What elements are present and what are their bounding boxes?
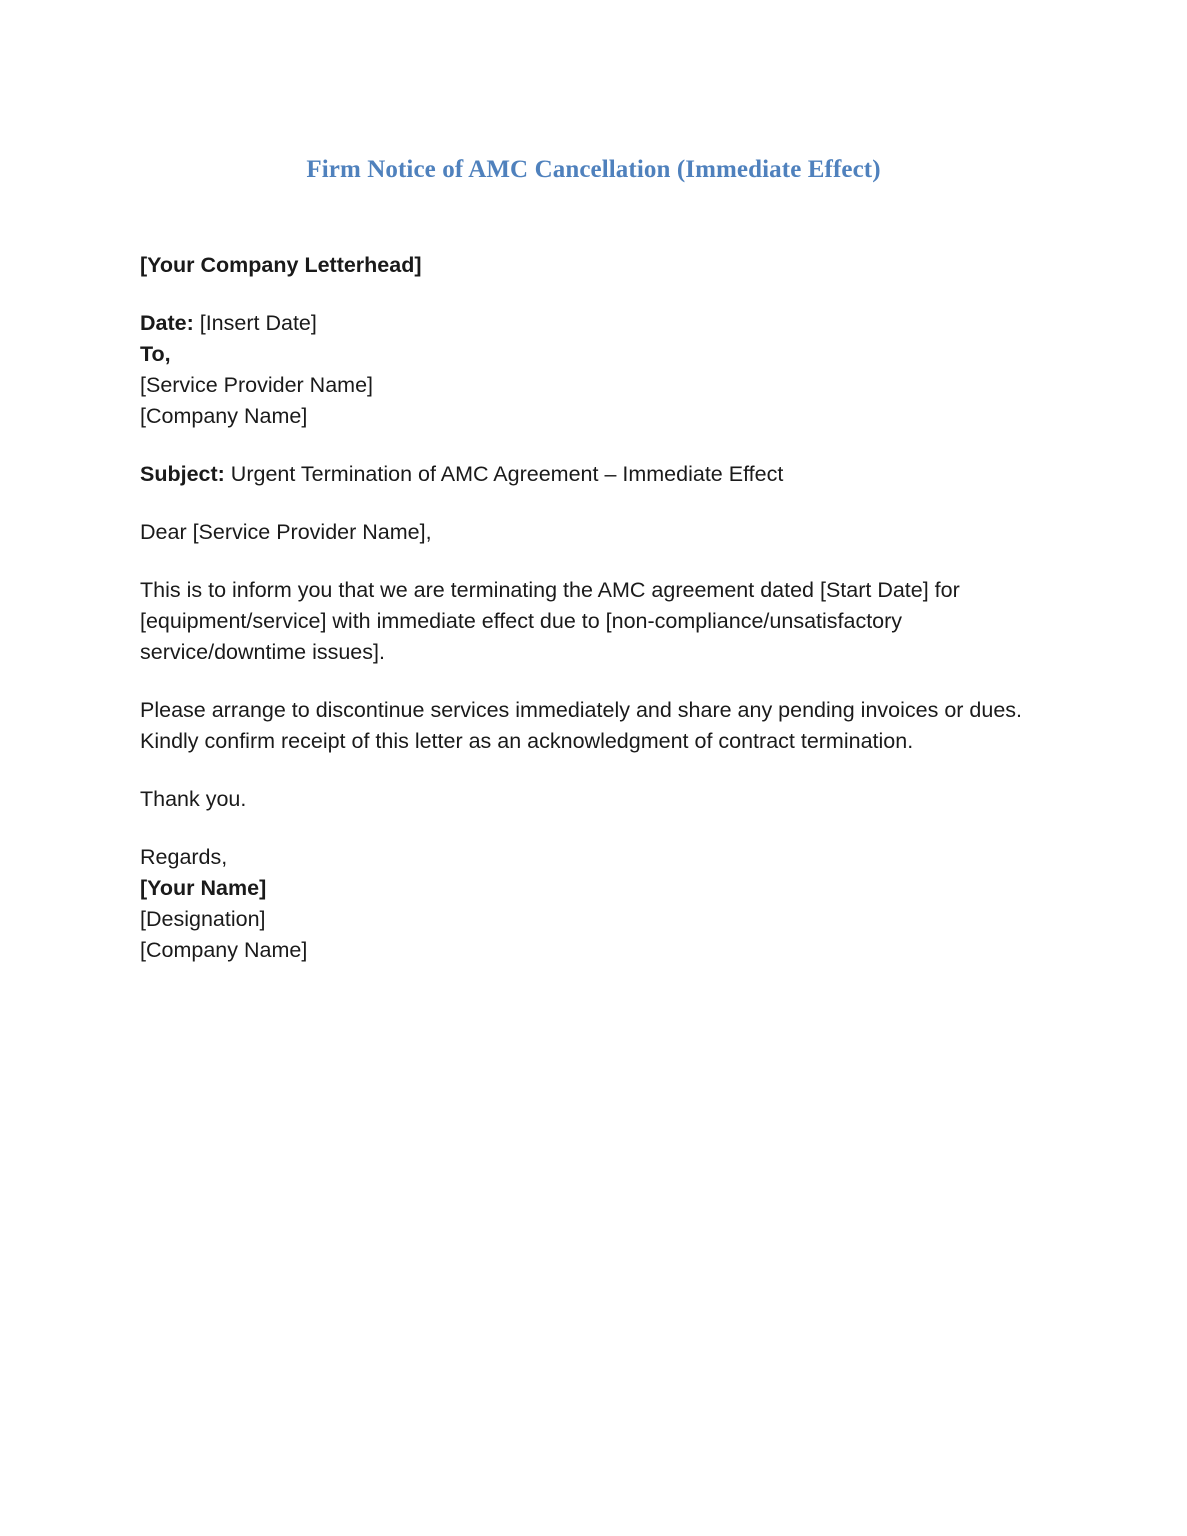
sender-company: [Company Name] <box>140 938 308 962</box>
sender-name: [Your Name] <box>140 876 267 900</box>
letterhead-placeholder: [Your Company Letterhead] <box>140 253 422 277</box>
thanks-line: Thank you. <box>140 787 247 811</box>
sender-designation: [Designation] <box>140 907 266 931</box>
paragraph-termination: This is to inform you that we are terminating the AMC agreement dated [Start Date] for [equipment/service] with immediate effect due to [non-compliance/unsatisfactory service/downtime issues]. <box>140 578 960 664</box>
to-label: To, <box>140 342 171 366</box>
date-line <box>140 308 1060 339</box>
date-value: [Insert Date] <box>193 311 317 335</box>
recipient-company: [Company Name] <box>140 404 308 428</box>
subject-line <box>140 459 1060 490</box>
letter-body <box>140 250 1060 966</box>
document-title: Firm Notice of AMC Cancellation (Immediate Effect) <box>306 156 881 183</box>
closing: Regards, <box>140 845 228 869</box>
salutation: Dear [Service Provider Name], <box>140 520 432 544</box>
subject-value: Urgent Termination of AMC Agreement – Immediate Effect <box>224 462 784 486</box>
date-label: Date: <box>140 311 194 335</box>
paragraph-instructions: Please arrange to discontinue services immediately and share any pending invoices or dues. Kindly confirm receipt of this letter as an acknowledgment of contract termination. <box>140 698 1023 753</box>
recipient-name: [Service Provider Name] <box>140 373 373 397</box>
subject-label: Subject: <box>140 462 225 486</box>
